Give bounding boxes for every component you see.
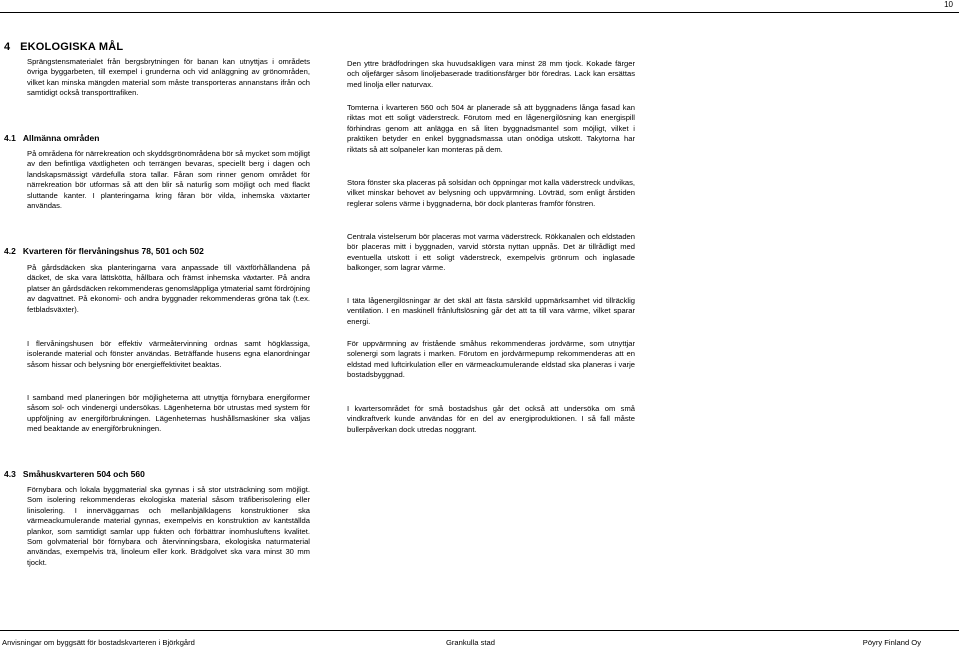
- right-paragraph-4: Centrala vistelserum bör placeras mot varma väderstreck. Rökkanalen och eldstaden bör placeras mitt i byggnaden, varvid största nyttan uppnås. Det är tillrådligt med eventuella utskott i ett soligt väderstreck, exempelvis grönrum och inglasade balkonger, som lagrar värme.: [347, 232, 635, 273]
- page-number: 10: [944, 0, 953, 9]
- section-title: 4 EKOLOGISKA MÅL: [4, 41, 124, 53]
- right-paragraph-7: I kvartersområdet för små bostadshus går det också att undersöka om små vindkraftverk kunde användas för en del av energiproduktionen. I så fall måste bullerpåverkan dock utredas noggrant.: [347, 404, 635, 434]
- footer-right: Pöyry Finland Oy: [862, 638, 921, 647]
- paragraph-4-3: Förnybara och lokala byggmaterial ska gynnas i så stor utsträckning som möjligt. Som isolering rekommenderas ekologiska material såsom träfiberisolering eller linisolering. I innerväggarnas och mellanbjälklagens konstruktioner ska värmeackumulerande material gynnas, exempelvis en konstruktion av kantställda plankor, som samtidigt samlar upp fukten och förbättrar inomhusluftens kvalitet. Som golvmaterial bör förnybara och återvinningsbara, ekologiska naturmaterial användas, exempelvis trä, linoleum eller kork. Brädgolvet ska vara minst 30 mm tjockt.: [27, 485, 310, 567]
- right-paragraph-2: Tomterna i kvarteren 560 och 504 är planerade så att byggnadens långa fasad kan riktas mot ett soligt väderstreck. Förutom med en lågenergilösning kan energispill förhindras genom att anlägga en så liten byggnadsmantel som möjligt, vilket i praktiken betyder en enkel byggnadsmassa utan onödiga utskott. Takytorna har riktats så att solpaneler kan monteras på dem.: [347, 103, 635, 154]
- paragraph-4-2-a: På gårdsdäcken ska planteringarna vara anpassade till växtförhållandena på däcket, de ska vara lättskötta, hållbara och främst inhemska växtarter. På andra platser än gårdsdäcken rekommenderas genomsläppliga ytmaterial samt fördröjning av dagvattnet. På ekonomi- och andra byggnader rekommenderas gröna tak (t.ex. fetbladsväxter).: [27, 263, 310, 314]
- heading-4-1: 4.1 Allmänna områden: [4, 133, 100, 143]
- footer-left: Anvisningar om byggsätt för bostadskvarteren i Björkgård: [2, 638, 195, 647]
- right-paragraph-1: Den yttre brädfodringen ska huvudsakligen vara minst 28 mm tjock. Kokade färger och oljefärger såsom linoljebaserade traditionsfärger bör föredras. Lack kan ersättas med linolja eller naturvax.: [347, 59, 635, 89]
- paragraph-4-2-c: I samband med planeringen bör möjligheterna att utnyttja förnybara energiformer såsom sol- och vindenergi undersökas. Lägenheterna bör utrustas med system för uppföljning av energiförbrukningen. Lägenheternas hushållsmaskiner ska väljas med beaktande av energiförbrukningen.: [27, 393, 310, 434]
- header-rule: [0, 12, 959, 13]
- right-paragraph-5: I täta lågenergilösningar är det skäl att fästa särskild uppmärksamhet vid tillräcklig ventilation. I en maskinell frånluftslösning går det att ta till vara värme, vilket sparar energi.: [347, 296, 635, 326]
- right-paragraph-6: För uppvärmning av fristående småhus rekommenderas jordvärme, som utnyttjar solenergi som lagrats i marken. Förutom en jordvärmepump rekommenderas att en eldstad med luftcirkulation eller en värmeackumulerande eldstad ska planeras i varje bostadsbyggnad.: [347, 339, 635, 380]
- intro-paragraph: Sprängstensmaterialet från bergsbrytningen för banan kan utnyttjas i områdets övriga byggarbeten, till exempel i grunderna och vid anläggning av grönområden, vilket kan minska mängden material som måste transporteras annanstans ifrån och samtidigt också transporttrafiken.: [27, 57, 310, 98]
- heading-4-3: 4.3 Småhuskvarteren 504 och 560: [4, 469, 145, 479]
- paragraph-4-2-b: I flervåningshusen bör effektiv värmeåtervinning ordnas samt högklassiga, isolerande material och fönster användas. Beträffande husens egna elanordningar såsom hissar och belysning bör energieffektivitet beaktas.: [27, 339, 310, 369]
- right-paragraph-3: Stora fönster ska placeras på solsidan och öppningar mot kalla väderstreck undvikas, vilket minskar behovet av belysning och uppvärmning. Lövträd, som enligt årstiden reglerar solens värme i byggnaderna, bör dock planteras framför fönstren.: [347, 178, 635, 208]
- footer-rule: [0, 630, 959, 631]
- paragraph-4-1: På områdena för närrekreation och skyddsgrönområdena bör så mycket som möjligt av den befintliga växtligheten och terrängen bevaras, speciellt berg i dagen och landskapsmässigt värdefulla stora tallar. Fåran som rinner genom området för närrekreation bör utformas så att den blir så naturlig som möjligt och med flackt sluttande kanter. I planteringarna kring fåran bör vilda, inhemska växtarter användas.: [27, 149, 310, 211]
- footer-center: Grankulla stad: [446, 638, 495, 647]
- heading-4-2: 4.2 Kvarteren för flervåningshus 78, 501 och 502: [4, 246, 204, 256]
